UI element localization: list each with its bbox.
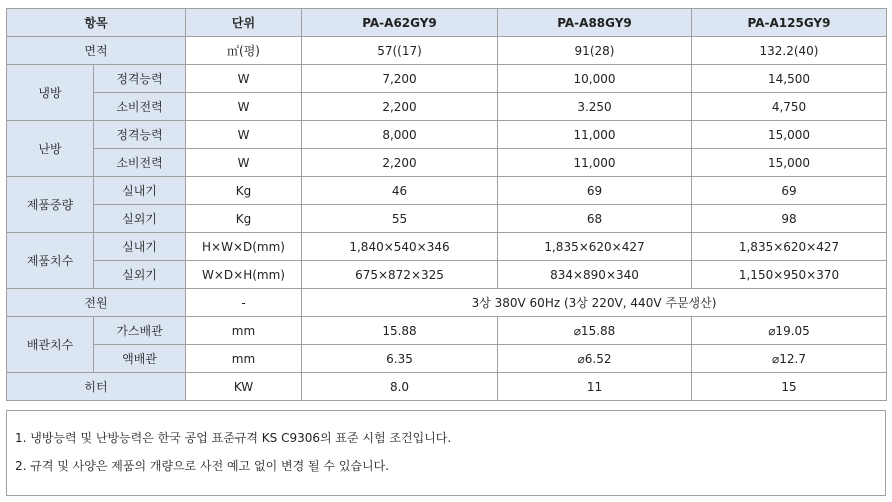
area-label: 면적	[7, 37, 186, 65]
area-value-3: 132.2(40)	[692, 37, 887, 65]
piping-liquid-value-3: ⌀12.7	[692, 345, 887, 373]
dimension-indoor-value-2: 1,835×620×427	[498, 233, 692, 261]
dimension-outdoor-value-3: 1,150×950×370	[692, 261, 887, 289]
heating-rated-value-1: 8,000	[302, 121, 498, 149]
spec-table	[6, 8, 887, 401]
cooling-power-label: 소비전력	[94, 93, 186, 121]
weight-indoor-label: 실내기	[94, 177, 186, 205]
cooling-rated-row	[7, 65, 887, 93]
heating-label: 난방	[7, 121, 94, 177]
heating-power-value-1: 2,200	[302, 149, 498, 177]
piping-gas-value-2: ⌀15.88	[498, 317, 692, 345]
cooling-rated-unit: W	[186, 65, 302, 93]
weight-outdoor-value-1: 55	[302, 205, 498, 233]
heating-rated-value-3: 15,000	[692, 121, 887, 149]
piping-gas-row	[7, 317, 887, 345]
heater-value-1: 8.0	[302, 373, 498, 401]
power-supply-unit: -	[186, 289, 302, 317]
dimension-indoor-label: 실내기	[94, 233, 186, 261]
cooling-power-unit: W	[186, 93, 302, 121]
power-supply-row	[7, 289, 887, 317]
dimension-indoor-value-1: 1,840×540×346	[302, 233, 498, 261]
note-2: 2. 규격 및 사양은 제품의 개량으로 사전 예고 없이 변경 될 수 있습니다.	[15, 459, 390, 473]
weight-indoor-row	[7, 177, 887, 205]
cooling-rated-value-3: 14,500	[692, 65, 887, 93]
heating-rated-value-2: 11,000	[498, 121, 692, 149]
heating-power-label: 소비전력	[94, 149, 186, 177]
area-unit: ㎡(평)	[186, 37, 302, 65]
header-item: 항목	[7, 9, 186, 37]
heater-unit: KW	[186, 373, 302, 401]
piping-gas-label: 가스배관	[94, 317, 186, 345]
area-row	[7, 37, 887, 65]
cooling-rated-value-1: 7,200	[302, 65, 498, 93]
weight-indoor-unit: Kg	[186, 177, 302, 205]
dimension-outdoor-unit: W×D×H(mm)	[186, 261, 302, 289]
area-value-1: 57((17)	[302, 37, 498, 65]
cooling-power-value-1: 2,200	[302, 93, 498, 121]
heating-power-row	[7, 149, 887, 177]
weight-label: 제품중량	[7, 177, 94, 233]
header-unit: 단위	[186, 9, 302, 37]
power-supply-label: 전원	[7, 289, 186, 317]
piping-liquid-value-2: ⌀6.52	[498, 345, 692, 373]
weight-outdoor-value-3: 98	[692, 205, 887, 233]
power-supply-value: 3상 380V 60Hz (3상 220V, 440V 주문생산)	[302, 289, 887, 317]
dimension-outdoor-row	[7, 261, 887, 289]
weight-indoor-value-1: 46	[302, 177, 498, 205]
cooling-label: 냉방	[7, 65, 94, 121]
weight-indoor-value-3: 69	[692, 177, 887, 205]
heating-power-value-2: 11,000	[498, 149, 692, 177]
piping-liquid-row	[7, 345, 887, 373]
weight-outdoor-unit: Kg	[186, 205, 302, 233]
heating-rated-unit: W	[186, 121, 302, 149]
dimension-outdoor-value-1: 675×872×325	[302, 261, 498, 289]
cooling-rated-value-2: 10,000	[498, 65, 692, 93]
dimension-outdoor-label: 실외기	[94, 261, 186, 289]
cooling-power-value-2: 3.250	[498, 93, 692, 121]
piping-gas-unit: mm	[186, 317, 302, 345]
dimension-indoor-row	[7, 233, 887, 261]
weight-outdoor-label: 실외기	[94, 205, 186, 233]
piping-liquid-value-1: 6.35	[302, 345, 498, 373]
cooling-power-value-3: 4,750	[692, 93, 887, 121]
note-1: 1. 냉방능력 및 난방능력은 한국 공업 표준규격 KS C9306의 표준 시험 조건입니다.	[15, 431, 452, 445]
heating-power-value-3: 15,000	[692, 149, 887, 177]
heater-label: 히터	[7, 373, 186, 401]
heating-power-unit: W	[186, 149, 302, 177]
piping-label: 배관치수	[7, 317, 94, 373]
dimension-indoor-unit: H×W×D(mm)	[186, 233, 302, 261]
weight-indoor-value-2: 69	[498, 177, 692, 205]
heater-value-3: 15	[692, 373, 887, 401]
weight-outdoor-row	[7, 205, 887, 233]
heating-rated-row	[7, 121, 887, 149]
cooling-rated-label: 정격능력	[94, 65, 186, 93]
cooling-power-row	[7, 93, 887, 121]
header-row	[7, 9, 887, 37]
piping-gas-value-3: ⌀19.05	[692, 317, 887, 345]
piping-gas-value-1: 15.88	[302, 317, 498, 345]
dimension-indoor-value-3: 1,835×620×427	[692, 233, 887, 261]
heater-row	[7, 373, 887, 401]
notes-box	[6, 410, 886, 496]
heating-rated-label: 정격능력	[94, 121, 186, 149]
header-model-1: PA-A62GY9	[302, 9, 498, 37]
dimension-outdoor-value-2: 834×890×340	[498, 261, 692, 289]
header-model-3: PA-A125GY9	[692, 9, 887, 37]
heater-value-2: 11	[498, 373, 692, 401]
dimension-label: 제품치수	[7, 233, 94, 289]
piping-liquid-label: 액배관	[94, 345, 186, 373]
header-model-2: PA-A88GY9	[498, 9, 692, 37]
weight-outdoor-value-2: 68	[498, 205, 692, 233]
piping-liquid-unit: mm	[186, 345, 302, 373]
area-value-2: 91(28)	[498, 37, 692, 65]
